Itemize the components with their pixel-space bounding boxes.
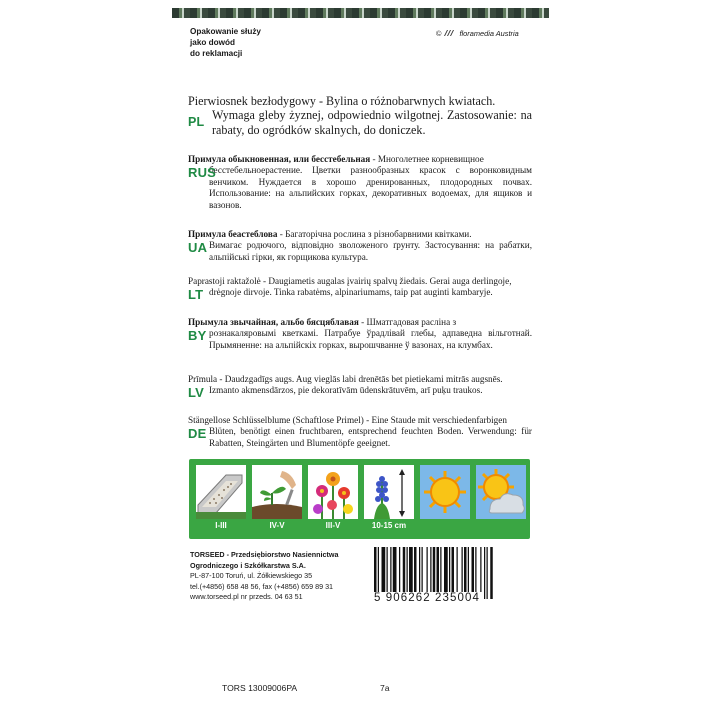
flowering-icon	[308, 465, 358, 519]
lang-code-ua: UA	[188, 240, 208, 255]
de-first-line: Stängellose Schlüsselblume (Schaftlose Primel) - Eine Staude mit verschiedenfarbigen	[188, 415, 507, 425]
company-web: www.torseed.pl nr przeds. 04 63 51	[190, 592, 303, 602]
copyright-symbol: ©	[436, 29, 442, 38]
company-name-line-2: Ogrodniczego i Szkółkarstwa S.A.	[190, 560, 306, 570]
lang-block-ua	[188, 229, 532, 263]
rus-first-line: - Многолетнее корневищное	[370, 154, 484, 164]
lang-text-by	[188, 317, 532, 351]
lv-body: Izmanto akmensdārzos, pie dekoratīvām ūdenskrātuvēm, arī puķu traukos.	[209, 385, 483, 396]
lang-code-pl: PL	[188, 115, 205, 129]
ean-barcode	[368, 547, 530, 624]
barcode-bar	[487, 547, 488, 599]
lt-first-line: Paprastoji raktažolė - Daugiametis augalas įvairių spalvų žiedais. Gerai auga derlingoje,	[188, 276, 512, 286]
de-body: Blüten, benötigt einen fruchtbaren, entsprechend feuchten Boden. Verwendung: für Rabatten, Steingärten und Blumentöpfe geeignet.	[209, 426, 532, 448]
complaint-line-3: do reklamacji	[190, 48, 243, 58]
seed-packet-back	[172, 8, 549, 672]
lang-block-pl	[188, 94, 532, 137]
lang-text-lv	[188, 374, 532, 397]
lang-code-de: DE	[188, 426, 207, 441]
planting-out-icon	[252, 465, 302, 519]
lang-text-pl	[188, 94, 532, 137]
brand-name: floramedia Austria	[459, 29, 519, 38]
sowing-period-label: I-III	[215, 521, 227, 530]
lang-block-lv	[188, 374, 532, 400]
rus-plant-name: Примула обыкновенная, или бесстебельная	[188, 154, 371, 164]
partial-shade-icon	[476, 465, 526, 519]
ua-body: Вимагає родючого, відповідно зволоженого ґрунту. Застосування: на рабатки, альпійські гірки, як горщикова культура.	[209, 240, 532, 262]
lt-body: drėgnoje dirvoje. Tinka rabatėms, alpinariumams, taip pat auginti kambaryje.	[209, 287, 493, 298]
complaint-line-2: jako dowód	[190, 37, 236, 47]
company-address: PL-87-100 Toruń, ul. Żółkiewskiego 35	[190, 571, 313, 581]
company-phone: tel.(+4856) 658 48 56, fax (+4856) 659 89 31	[190, 581, 334, 591]
pl-body: Wymaga gleby żyznej, odpowiednio wilgotnej. Zastosowanie: na rabaty, do ogródków skalnych, do doniczek.	[212, 108, 532, 137]
lang-block-by	[188, 317, 532, 351]
lang-text-ua	[188, 229, 532, 263]
full-sun-icon	[420, 465, 470, 519]
complaint-line-1: Opakowanie służy	[190, 27, 261, 36]
copyright-line	[436, 29, 519, 38]
rus-body: бесстебельноерастение. Цветки разнообразных красок с воронковидным венчиком. Нуждается в хорошо дренированных, плодородных почвах. Использование: на альпийских горках, декоративных водоемах, для ящиков и вазонов.	[209, 165, 532, 210]
lang-code-rus: RUS	[188, 165, 217, 180]
lang-text-rus	[188, 154, 532, 211]
product-code: TORS 13009006PA	[222, 683, 298, 693]
floramedia-logo-icon	[444, 30, 456, 37]
company-name-line-1: TORSEED - Przedsiębiorstwo Nasiennictwa	[190, 550, 339, 559]
by-first-line: - Шматгадовая расліна з	[358, 317, 457, 327]
by-body: рознакаляровымі кветкамі. Патрабуе ўрадлівай глебы, адпаведна вільготнай. Прымяненне: на альпійскіх горках, вырошчванне ў вазонах, на клумбах.	[209, 328, 532, 350]
planting-period-label: IV-V	[269, 521, 285, 530]
lv-first-line: Prīmula - Daudzgadīgs augs. Aug vieglās labi drenētās bet pietiekami mitrās augsnēs.	[188, 374, 503, 384]
flowering-period-label: III-V	[325, 521, 341, 530]
by-plant-name: Прымула звычайная, альбо бясцяблавая	[188, 317, 359, 327]
complaint-note	[190, 27, 261, 59]
cultivation-icons-panel	[189, 459, 530, 539]
page-code: 7a	[380, 683, 390, 693]
lang-block-rus	[188, 154, 532, 211]
lang-text-de	[188, 415, 532, 449]
pl-line-1: Pierwiosnek bezłodygowy - Bylina o różnobarwnych kwiatach.	[188, 94, 496, 108]
barcode-bar	[484, 547, 485, 599]
plant-height-icon	[364, 465, 414, 519]
lang-code-by: BY	[188, 328, 207, 343]
company-info	[190, 550, 338, 603]
photo-strip	[172, 8, 549, 18]
barcode-bar	[490, 547, 493, 599]
lang-text-lt	[188, 276, 532, 299]
lang-code-lt: LT	[188, 287, 204, 302]
lang-block-lt	[188, 276, 532, 302]
lang-block-de	[188, 415, 532, 449]
ua-plant-name: Примула беастеблова	[188, 229, 278, 239]
sowing-tray-icon	[196, 465, 246, 519]
lang-code-lv: LV	[188, 385, 205, 400]
ua-first-line: - Багаторічна рослина з різнобарвними квітками.	[277, 229, 472, 239]
barcode-digits: 5 906262 235004	[374, 592, 481, 604]
plant-height-label: 10-15 cm	[371, 521, 407, 530]
